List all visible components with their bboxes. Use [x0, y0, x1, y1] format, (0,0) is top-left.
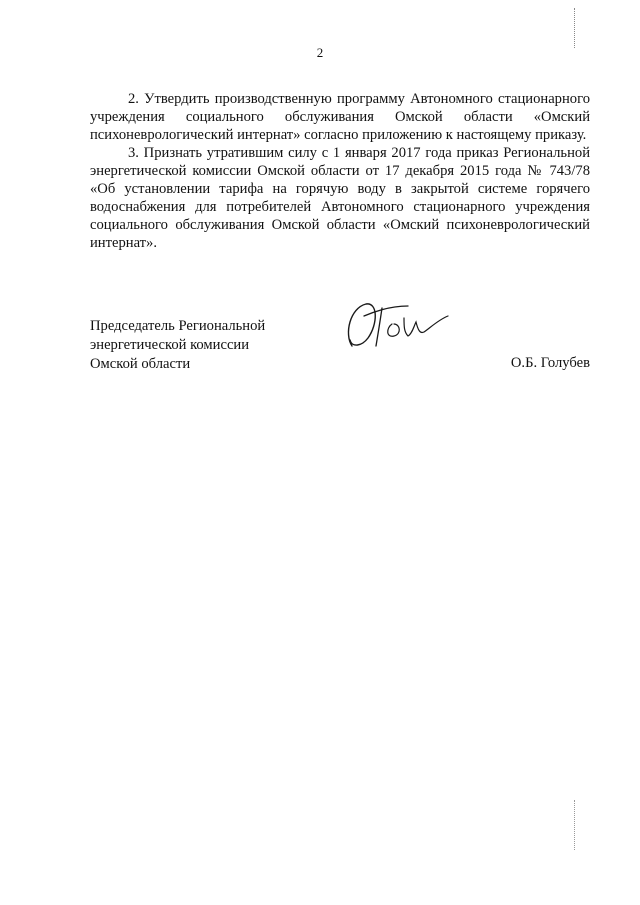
- signatory-title-line: Председатель Региональной: [90, 318, 266, 334]
- document-body: [90, 90, 590, 252]
- signatory-title-line: энергетической комиссии: [90, 337, 250, 353]
- page-number: 2: [316, 45, 324, 60]
- signatory-name: О.Б. Голубев: [510, 355, 590, 371]
- scan-edge-mark: [574, 8, 576, 48]
- signatory-title-line: Омской области: [90, 356, 191, 372]
- signatory-title: [90, 317, 310, 374]
- scan-edge-mark: [574, 800, 576, 850]
- paragraph-approve-program: 2. Утвердить производственную программу Автономного стационарного учреждения социального обслуживания Омской области «Омский психоневрологический интернат» согласно приложению к настоящему приказу.: [90, 91, 590, 143]
- handwritten-signature: [338, 294, 458, 358]
- paragraph-revoke-order: 3. Признать утратившим силу с 1 января 2017 года приказ Региональной энергетической комиссии Омской области от 17 декабря 2015 года № 743/78 «Об установлении тарифа на горячую воду в закрытой системе горячего водоснабжения для потребителей Автономного стационарного учреждения социального обслуживания Омской области «Омский психоневрологический интернат».: [90, 145, 590, 251]
